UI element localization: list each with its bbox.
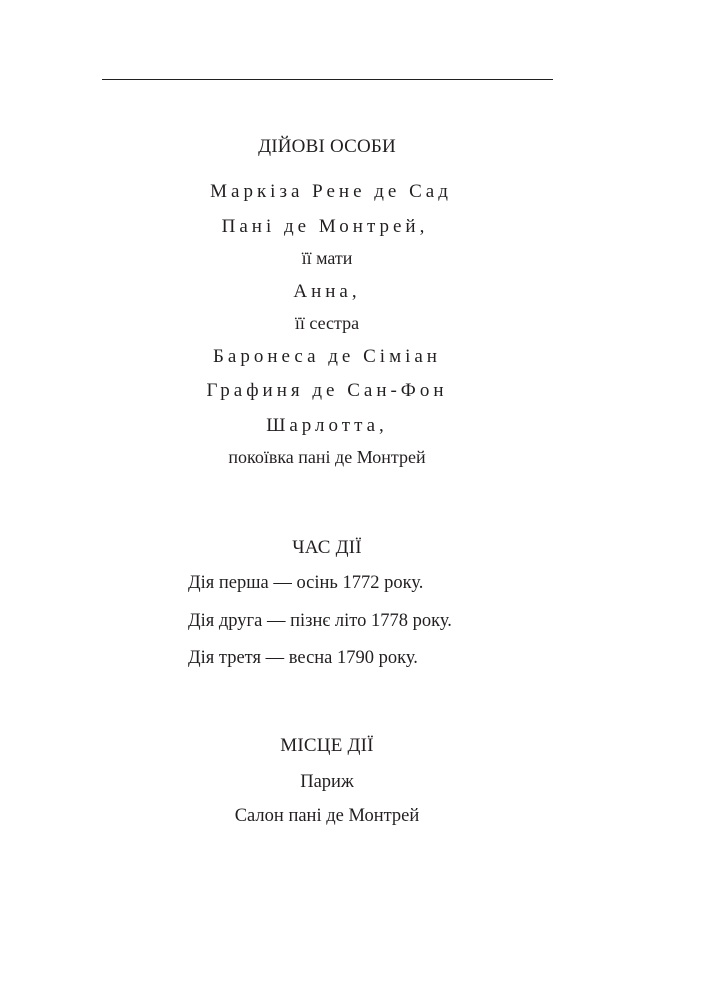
character-description: її мати (301, 248, 353, 268)
character-description: покоївка пані де Монтрей (228, 447, 426, 467)
act-item: Дія третя — весна 1790 року. (188, 648, 418, 668)
character-name: Анна, (293, 281, 361, 302)
act-item: Дія друга — пізнє літо 1778 року. (188, 611, 452, 631)
character-name: Баронеса де Сіміан (213, 346, 441, 367)
top-rule (102, 79, 553, 80)
time-heading: ЧАС ДІЇ (292, 537, 362, 558)
place-line: Салон пані де Монтрей (234, 806, 420, 826)
character-name: Пані де Монтрей, (221, 216, 429, 237)
place-heading: МІСЦЕ ДІЇ (280, 735, 374, 756)
place-line: Париж (300, 772, 354, 792)
character-description: її сестра (294, 313, 360, 333)
cast-heading: ДІЙОВІ ОСОБИ (258, 136, 396, 157)
character-name: Графиня де Сан-Фон (206, 380, 448, 401)
character-name: Маркіза Рене де Сад (210, 181, 452, 202)
act-item: Дія перша — осінь 1772 року. (188, 573, 424, 593)
character-name: Шарлотта, (266, 415, 388, 436)
